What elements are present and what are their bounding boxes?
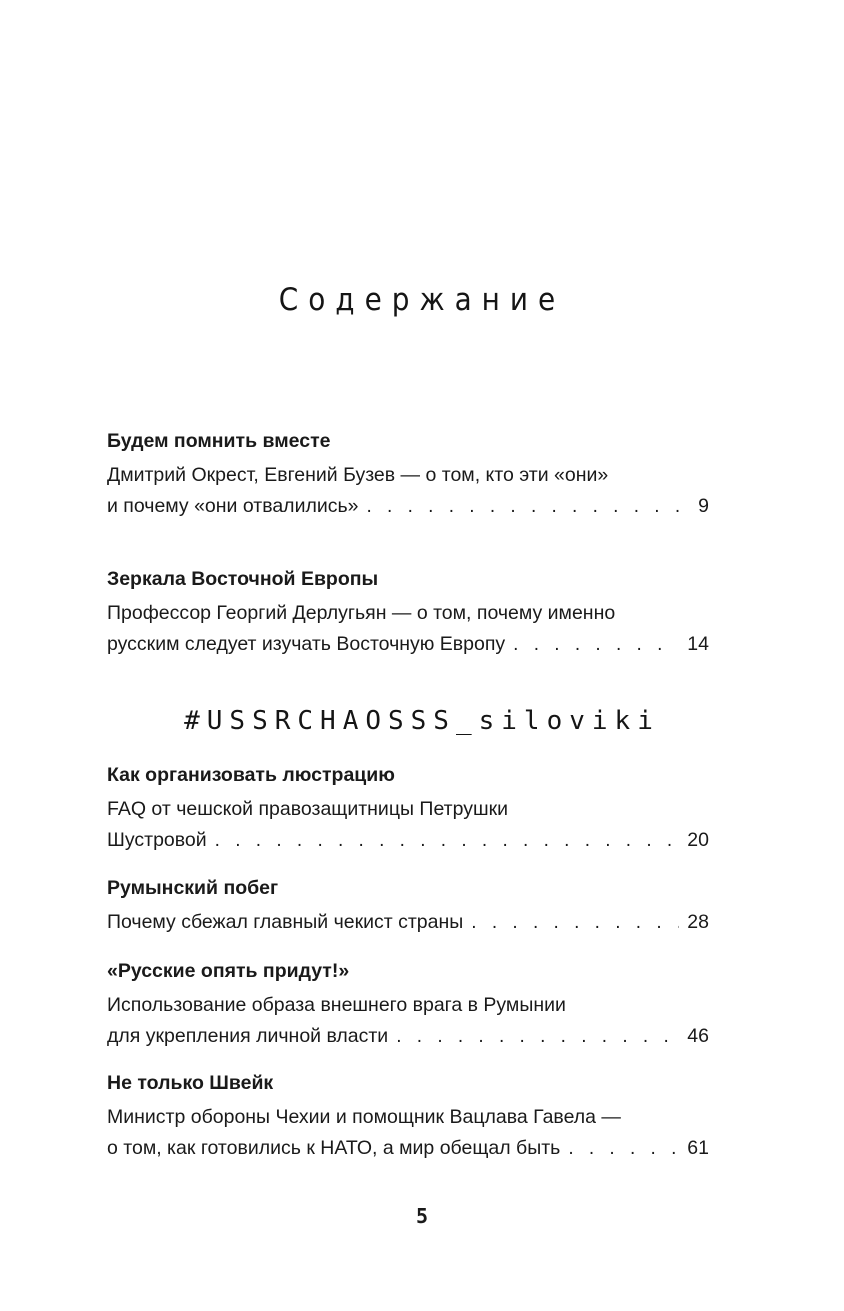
entry-line: для укрепления личной власти (107, 1025, 389, 1047)
entry-line: Министр обороны Чехии и помощник Вацлава Гавела — (107, 1106, 621, 1128)
dot-leader (513, 629, 679, 660)
entry-line: Использование образа внешнего врага в Румынии (107, 994, 566, 1016)
entry-title: Не только Швейк (107, 1072, 274, 1094)
dot-leader (568, 1133, 685, 1164)
entry-title: «Русские опять придут!» (107, 960, 350, 982)
entry-line: Шустровой (107, 829, 207, 851)
entry-title: Будем помнить вместе (107, 430, 331, 452)
entry-description (107, 598, 709, 660)
page-number: 61 (687, 1137, 709, 1159)
toc-entry-4[interactable] (107, 873, 709, 938)
toc-entry-1[interactable] (107, 426, 709, 522)
dot-leader (471, 907, 679, 938)
dot-leader (215, 825, 680, 856)
entry-line: и почему «они отвалились» (107, 495, 359, 517)
entry-description (107, 1102, 709, 1164)
entry-description (107, 990, 709, 1052)
entry-description (107, 794, 709, 856)
entry-line: FAQ от чешской правозащитницы Петрушки (107, 798, 509, 820)
dot-leader (366, 491, 690, 522)
toc-entry-2[interactable] (107, 564, 709, 660)
entry-line: Почему сбежал главный чекист страны (107, 911, 464, 933)
entry-line: русским следует изучать Восточную Европу (107, 633, 506, 655)
section-heading: #USSRCHAOSSS_siloviki (184, 706, 660, 736)
page-number: 9 (698, 495, 709, 517)
entry-title: Как организовать люстрацию (107, 764, 395, 786)
entry-line: Профессор Георгий Дерлугьян — о том, почему именно (107, 602, 616, 624)
page-title: Содержание (278, 282, 566, 318)
page-number: 14 (687, 633, 709, 655)
page-number: 20 (687, 829, 709, 851)
entry-title: Румынский побег (107, 877, 279, 899)
entry-line: Дмитрий Окрест, Евгений Бузев — о том, кто эти «они» (107, 464, 609, 486)
entry-title: Зеркала Восточной Европы (107, 568, 379, 590)
toc-entry-6[interactable] (107, 1068, 709, 1164)
page-folio: 5 (415, 1204, 429, 1228)
page-number: 46 (687, 1025, 709, 1047)
dot-leader (396, 1021, 679, 1052)
entry-description (107, 460, 709, 522)
page-number: 28 (687, 911, 709, 933)
toc-entry-3[interactable] (107, 760, 709, 856)
entry-description (107, 907, 709, 938)
entry-line: о том, как готовились к НАТО, а мир обещал быть (107, 1137, 561, 1159)
toc-entry-5[interactable] (107, 956, 709, 1052)
